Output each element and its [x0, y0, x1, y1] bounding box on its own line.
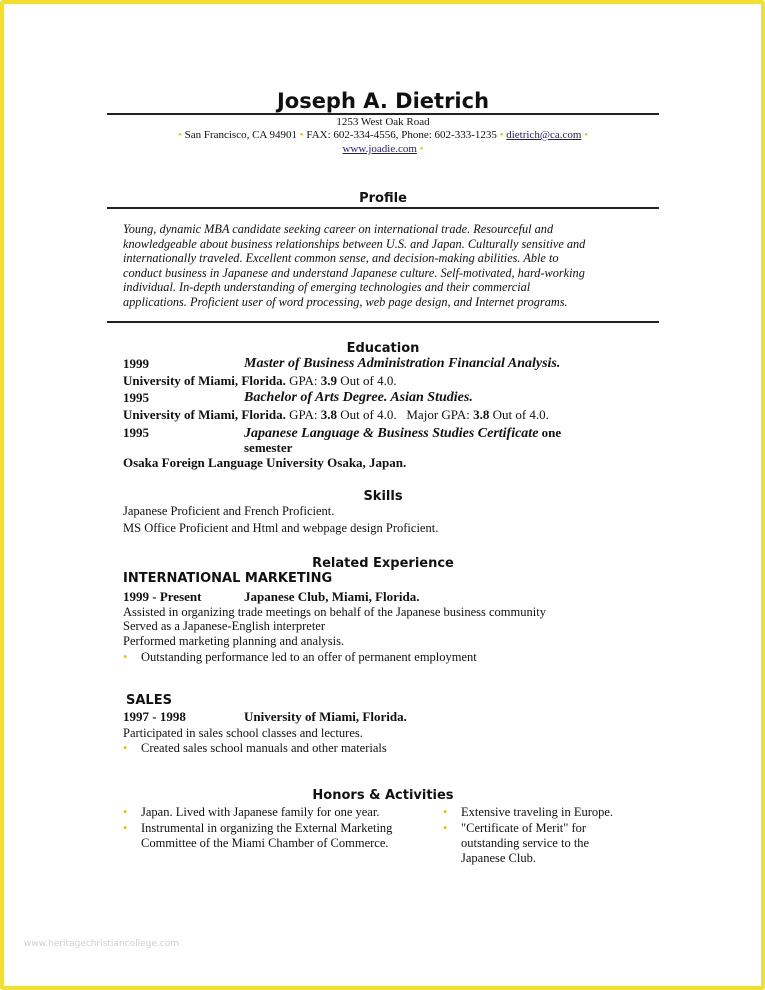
watermark: www.heritagechristiancollege.com	[24, 939, 179, 949]
separator-dot-icon: •	[584, 129, 589, 141]
job-org: Japanese Club, Miami, Florida.	[244, 589, 420, 604]
job-bullet: • Outstanding performance led to an offer of permanent employment	[123, 650, 477, 664]
profile-heading: Profile	[359, 191, 407, 206]
bullet-dot-icon: •	[123, 741, 128, 755]
phone: Phone: 602-333-1235	[401, 129, 497, 141]
job-dates: 1997 - 1998	[123, 709, 186, 724]
edu-degree: Japanese Language & Business Studies Certificate	[244, 426, 539, 441]
profile-line: internationally traveled. Excellent common sense, and decision-making abilities. Able to	[123, 251, 559, 266]
bullet-dot-icon: •	[123, 650, 128, 664]
honors-heading: Honors & Activities	[312, 788, 454, 803]
bullet-dot-icon: •	[123, 821, 128, 835]
education-heading: Education	[346, 341, 420, 356]
job-bullet: • Created sales school manuals and other materials	[123, 741, 387, 755]
skills-heading: Skills	[363, 489, 403, 504]
skill-item: MS Office Proficient and Html and webpage design Proficient.	[123, 521, 439, 535]
experience-heading: Related Experience	[312, 556, 454, 571]
edu-year: 1995	[123, 390, 149, 405]
location: San Francisco, CA 94901	[184, 129, 298, 141]
contact-line: • San Francisco, CA 94901 • FAX: 602-334-4556, Phone: 602-333-1235 • dietrich@ca.com •	[177, 129, 589, 141]
edu-school-line: University of Miami, Florida. GPA: 3.8 Out of 4.0. Major GPA: 3.8 Out of 4.0.	[123, 407, 549, 422]
edu-degree: Master of Business Administration Financial Analysis.	[244, 356, 561, 371]
email-link[interactable]: dietrich@ca.com	[506, 129, 582, 141]
edu-school-line: University of Miami, Florida. GPA: 3.9 Out of 4.0.	[123, 373, 397, 388]
profile-bottom-rule	[107, 321, 659, 323]
profile-line: individual. In-depth understanding of emerging technologies and their commercial	[123, 280, 531, 295]
edu-degree: Bachelor of Arts Degree. Asian Studies.	[244, 390, 473, 405]
bullet-dot-icon: •	[123, 805, 128, 819]
job-duty: Participated in sales school classes and lectures.	[123, 726, 363, 740]
profile-line: applications. Proficient user of word processing, web page design, and Internet programs.	[123, 294, 568, 309]
honor-item-continued: Committee of the Miami Chamber of Commerce.	[141, 836, 389, 850]
separator-dot-icon: •	[299, 129, 304, 141]
separator-dot-icon: •	[419, 143, 424, 155]
honor-item-continued: Japanese Club.	[461, 851, 536, 865]
profile-line: knowledgeable about business relationships between U.S. and Japan. Culturally sensitive and	[123, 236, 586, 251]
fax: FAX: 602-334-4556	[306, 129, 396, 141]
edu-gpa: 3.8	[320, 407, 338, 422]
edu-school: University of Miami, Florida.	[123, 373, 286, 388]
bullet-dot-icon: •	[443, 821, 448, 835]
job-duty: Served as a Japanese-English interpreter	[123, 619, 326, 633]
profile-paragraph	[123, 222, 663, 310]
profile-line: Young, dynamic MBA candidate seeking career on international trade. Resourceful and	[123, 222, 554, 236]
edu-degree-continued: semester	[244, 440, 293, 455]
website-line	[108, 143, 658, 155]
bullet-dot-icon: •	[443, 805, 448, 819]
profile-line: conduct business in Japanese and understand Japanese culture. Self-motivated, hard-working	[123, 265, 585, 280]
job-duty: Assisted in organizing trade meetings on behalf of the Japanese business community	[123, 605, 546, 619]
edu-year: 1999	[123, 356, 149, 371]
edu-major-gpa: 3.8	[473, 407, 490, 422]
job-duty: Performed marketing planning and analysis.	[123, 634, 345, 648]
job-dates: 1999 - Present	[123, 589, 202, 604]
address-line: 1253 West Oak Road	[336, 116, 430, 128]
honor-item: • Instrumental in organizing the External Marketing	[123, 821, 393, 835]
honor-item: • Extensive traveling in Europe.	[443, 805, 614, 819]
separator-dot-icon: •	[177, 129, 182, 141]
honor-item-continued: outstanding service to the	[461, 836, 590, 850]
edu-year: 1995	[123, 425, 149, 440]
honor-item: • "Certificate of Merit" for	[443, 821, 587, 835]
job-title: SALES	[126, 693, 172, 708]
job-title: INTERNATIONAL MARKETING	[123, 571, 333, 586]
edu-degree-line: Japanese Language & Business Studies Certificate one	[244, 425, 562, 441]
profile-rule	[107, 207, 659, 209]
candidate-name: Joseph A. Dietrich	[276, 89, 490, 113]
website-link[interactable]: www.joadie.com	[342, 143, 417, 155]
separator-dot-icon: •	[499, 129, 504, 141]
edu-gpa: 3.9	[320, 373, 338, 388]
edu-school: University of Miami, Florida.	[123, 407, 286, 422]
header-rule	[107, 113, 659, 115]
edu-school: Osaka Foreign Language University Osaka, Japan.	[123, 455, 407, 470]
skill-item: Japanese Proficient and French Proficient.	[123, 504, 335, 518]
job-org: University of Miami, Florida.	[244, 709, 407, 724]
honor-item: • Japan. Lived with Japanese family for one year.	[123, 805, 380, 819]
